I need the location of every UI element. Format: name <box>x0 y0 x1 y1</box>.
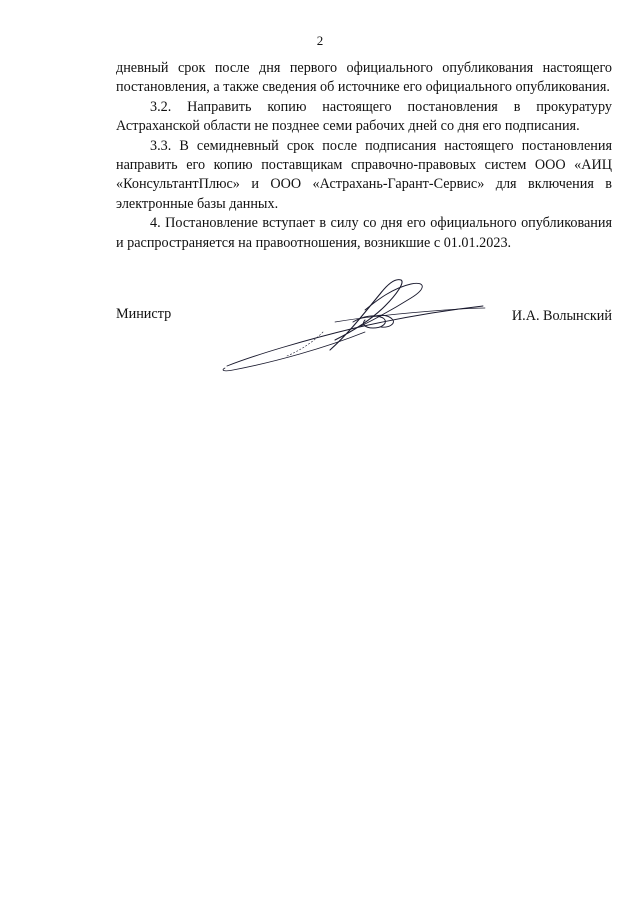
document-body <box>116 59 612 253</box>
handwritten-signature <box>215 270 490 380</box>
paragraph-continuation: дневный срок после дня первого официального опубликования настоящего постановления, а также сведения об источнике его официального опубликования. <box>116 60 612 96</box>
paragraph-3-2: 3.2. Направить копию настоящего постановления в прокуратуру Астраханской области не позднее семи рабочих дней со дня его подписания. <box>116 98 612 135</box>
signature-block <box>0 270 640 390</box>
signer-name: И.А. Волынский <box>511 308 612 324</box>
page-number: 2 <box>316 33 324 48</box>
signer-position: Министр <box>116 306 172 322</box>
paragraph-4: 4. Постановление вступает в силу со дня его официального опубликования и распространяется на правоотношения, возникшие с 01.01.2023. <box>116 215 612 251</box>
paragraph-3-3: 3.3. В семидневный срок после подписания настоящего постановления направить его копию поставщикам справочно-правовых систем ООО «АИЦ «КонсультантПлюс» и ООО «Астрахань-Гарант-Сервис» для включения в электронные базы данных. <box>116 137 612 212</box>
